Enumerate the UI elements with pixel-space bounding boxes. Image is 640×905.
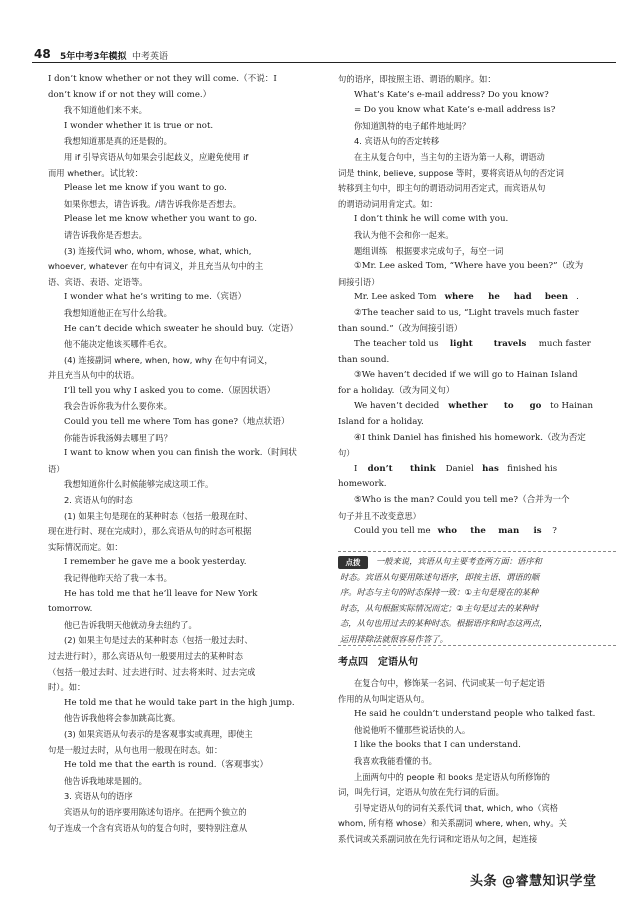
tip-line: 运用排除法就很容易作答了。 (340, 633, 448, 644)
answer-blank: man (495, 524, 523, 540)
left-column-line: 用 if 引导宾语从句如果会引起歧义，应避免使用 if (64, 151, 249, 162)
left-column-line: 我不知道他们来不来。 (64, 105, 147, 116)
left-column-line: (3) 如果宾语从句表示的是客观事实或真理，即使主 (64, 728, 253, 739)
left-column-line: (4) 连接副词 where, when, how, why 在句中有词义， (64, 354, 273, 365)
right-column-line: 转移到主句中，即主句的谓语动词用否定式，而宾语从句 (338, 183, 546, 194)
right-column-line: ③We haven’t decided if we will go to Hainan Island (354, 370, 578, 381)
definition-line: He said he couldn’t understand people who talked fast. (354, 709, 596, 720)
right-column-line: I don’t think he will come with you. (354, 214, 509, 225)
left-column-line: 并且充当从句中的状语。 (48, 370, 140, 381)
left-column-line: 实际情况而定。如： (48, 541, 123, 552)
left-column-line: I don’t know whether or not they will come.（不说：I (48, 74, 277, 84)
book-title: 5年中考3年模拟 (60, 52, 127, 62)
left-column-line: 我想知道他正在写什么给我。 (64, 307, 172, 318)
definition-line: 上面两句中的 people 和 books 是定语从句所修饰的 (354, 771, 550, 782)
right-column-line: 的谓语动词用肯定式。如： (338, 198, 438, 209)
left-column-line: tomorrow. (48, 604, 93, 615)
answer-blank: been (539, 290, 573, 306)
left-column-line: He has told me that he’ll leave for New York (64, 588, 258, 599)
left-column-line: 他不能决定他该买哪件毛衣。 (64, 339, 172, 350)
right-column-line: than sound. (338, 354, 390, 365)
right-column-line: I don’t think Daniel has finished his (338, 462, 614, 478)
right-column-line: 题组训练 根据要求完成句子，每空一词 (354, 245, 504, 256)
answer-blank: go (523, 399, 547, 415)
left-column-line: 如果你想去，请告诉我。/请告诉我你是否想去。 (64, 198, 242, 209)
right-column-line: ①Mr. Lee asked Tom, “Where have you been?”（改为 (354, 261, 584, 272)
definition-line: 作用的从句叫定语从句。 (338, 693, 430, 704)
right-column-line: 间接引语） (338, 276, 380, 287)
left-column-line: I wonder whether it is true or not. (64, 120, 214, 131)
answer-blank: don’t (360, 462, 400, 478)
left-column-line: I want to know when you can finish the work.（时间状 (64, 448, 297, 459)
answer-blank: to (497, 399, 521, 415)
section-heading: 考点四 定语从句 (338, 657, 418, 668)
answer-blank: is (526, 524, 550, 540)
right-column-line: Mr. Lee asked Tom where he had been . (338, 290, 614, 306)
left-column-line: don’t know if or not they will come.） (48, 89, 212, 100)
tip-line: 时态。宾语从句要用陈述句语序，即按主语、谓语的顺 (340, 571, 540, 582)
left-column-line: I’ll tell you why I asked you to come.（原因状语） (64, 385, 276, 396)
right-column-line: The teacher told us light travels much faster (338, 337, 614, 353)
right-column-line: 句子并且不改变意思） (338, 510, 421, 521)
left-column-line: 他已告诉我明天他就动身去纽约了。 (64, 619, 197, 630)
left-column-line: (2) 如果主句是过去的某种时态（包括一般过去时、 (64, 635, 253, 646)
left-column-line: 句子连成一个含有宾语从句的复合句时，要特别注意从 (48, 822, 248, 833)
definition-line: 我喜欢我能看懂的书。 (354, 755, 437, 766)
definition-line: 在复合句中，修饰某一名词、代词或某一句子起定语 (354, 678, 545, 688)
right-column (338, 72, 614, 540)
left-column-line: (1) 如果主句是现在的某种时态（包括一般现在时、 (64, 510, 253, 521)
left-column-line: 2. 宾语从句的时态 (64, 495, 133, 506)
right-column-line: 词是 think, believe, suppose 等时，要将宾语从句的否定词 (338, 167, 564, 178)
answer-blank: has (476, 462, 504, 478)
right-column-line: We haven’t decided whether to go to Hainan (338, 399, 614, 415)
right-column-line: homework. (338, 479, 387, 490)
left-column-line: 时）。如： (48, 682, 86, 693)
left-column-line: I remember he gave me a book yesterday. (64, 557, 247, 568)
right-column-line: Island for a holiday. (338, 417, 424, 428)
page-number: 48 (34, 47, 51, 61)
right-column-line: for a holiday.（改为同义句） (338, 385, 455, 396)
right-column-line: = Do you know what Kate’s e-mail address is? (354, 105, 556, 116)
left-column-line: 他告诉我地球是圆的。 (64, 775, 147, 786)
right-column-line: 句） (338, 448, 355, 459)
left-column-line: He told me that he would take part in the high jump. (64, 697, 295, 708)
tip-badge: 点拨 (338, 556, 368, 569)
left-column-line: Could you tell me where Tom has gone?（地点状语） (64, 417, 290, 428)
definition-line: 系代词或关系副词放在先行词和定语从句之间，起连接 (338, 833, 538, 844)
right-column-line: 在主从复合句中，当主句的主语为第一人称，谓语动 (354, 151, 545, 162)
left-column-line: 我会告诉你我为什么要你来。 (64, 401, 172, 412)
answer-blank: think (403, 462, 443, 478)
right-column-line: 你知道凯特的电子邮件地址吗？ (354, 120, 471, 131)
watermark (470, 870, 597, 889)
answer-blank: light (441, 337, 481, 353)
left-column-line: 句是一般过去时，从句也用一般现在时态。如： (48, 744, 223, 755)
right-column-line: What’s Kate’s e-mail address? Do you know? (354, 89, 549, 100)
left-column-line: He told me that the earth is round.（客观事实） (64, 760, 269, 771)
left-column-line: 宾语从句的语序要用陈述句语序。在把两个独立的 (64, 806, 247, 817)
tip-line: 一般来说，宾语从句主要考查两方面：语序和 (376, 556, 542, 566)
right-column-line: 4. 宾语从句的否定转移 (354, 136, 440, 147)
definition-line: whom, 所有格 whose）和关系副词 where, when, why。关 (338, 818, 567, 829)
left-column-line: whoever, whatever 在句中有词义，并且充当从句中的主 (48, 261, 264, 272)
left-column-line: 而用 whether。试比较： (48, 167, 143, 178)
left-column-line: 我想知道你什么时候能够完成这项工作。 (64, 479, 214, 490)
tip-text (340, 554, 614, 648)
definition-line: 词，叫先行词，定语从句放在先行词的后面。 (338, 787, 504, 798)
definition-line: 引导定语从句的词有关系代词 that, which, who（宾格 (354, 802, 559, 813)
answer-blank: he (482, 290, 506, 306)
left-column-line: 我记得他昨天给了我一本书。 (64, 573, 172, 583)
tip-box (338, 551, 616, 646)
left-column-line: I wonder what he’s writing to me.（宾语） (64, 292, 247, 303)
left-column-line: Please let me know if you want to go. (64, 183, 227, 194)
right-column-line: 我认为他不会和你一起来。 (354, 229, 454, 240)
left-column-line: 语） (48, 463, 65, 474)
answer-blank: travels (484, 337, 536, 353)
right-column-line: ②The teacher said to us, “Light travels much faster (354, 307, 579, 318)
answer-blank: the (464, 524, 492, 540)
subject-title: 中考英语 (132, 52, 169, 62)
left-column-line: 现在进行时、现在完成时），那么宾语从句的时态可根据 (48, 526, 252, 537)
left-column-line: 语、宾语、表语、定语等。 (48, 276, 148, 287)
left-column-line: 他告诉我他将会参加跳高比赛。 (64, 713, 181, 724)
answer-blank: who (433, 524, 461, 540)
tip-line: 态，从句也用过去的某种时态。根据语序和时态这两点， (340, 618, 548, 629)
answer-blank: whether (442, 399, 494, 415)
answer-blank: had (509, 290, 537, 306)
left-column-line: 你能告诉我汤姆去哪里了吗？ (64, 432, 172, 443)
left-column-line: （包括一般过去时、过去进行时、过去将来时、过去完成 (48, 666, 256, 677)
left-column (48, 72, 320, 836)
watermark-text: 头条 @睿慧知识学堂 (470, 874, 597, 889)
left-column-line: 我想知道那是真的还是假的。 (64, 136, 172, 147)
left-column-line: Please let me know whether you want to go. (64, 214, 257, 225)
tip-line: 序。时态与主句的时态保持一致：①主句是现在的某种 (340, 587, 539, 598)
tip-line: 时态，从句根据实际情况而定；②主句是过去的某种时 (340, 602, 539, 613)
left-column-line: He can’t decide which sweater he should buy.（定语） (64, 323, 299, 334)
right-column-line: than sound.”（改为间接引语） (338, 323, 463, 334)
definition-line: 他说他听不懂那些说话快的人。 (354, 724, 471, 735)
page-header (0, 0, 640, 70)
right-column-line: ④I think Daniel has finished his homework.（改为否定 (354, 432, 586, 443)
left-column-line: 3. 宾语从句的语序 (64, 791, 133, 802)
right-column-continued (338, 676, 614, 848)
left-column-line: (3) 连接代词 who, whom, whose, what, which, (64, 245, 252, 256)
right-column-line: ⑤Who is the man? Could you tell me?（合并为一个 (354, 495, 570, 506)
left-column-line: 过去进行时），那么宾语从句一般要用过去的某种时态 (48, 650, 243, 661)
answer-blank: where (439, 290, 479, 306)
right-column-line: Could you tell me who the man is ? (338, 524, 614, 540)
right-column-line: 句的语序，即按照主语、谓语的顺序。如： (338, 74, 496, 84)
left-column-line: 请告诉我你是否想去。 (64, 229, 147, 240)
definition-line: I like the books that I can understand. (354, 740, 521, 751)
